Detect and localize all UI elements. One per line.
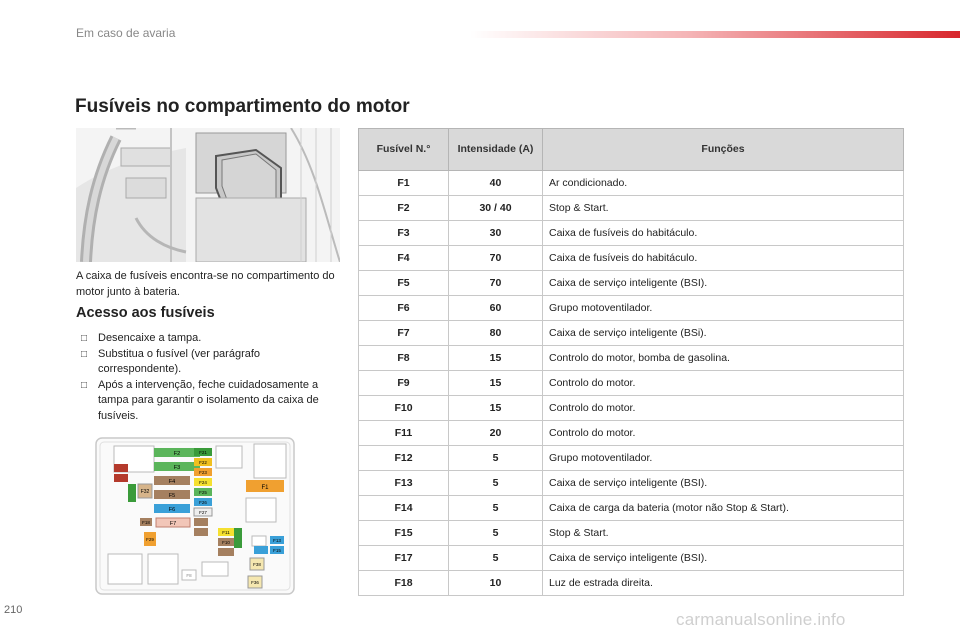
fuse-number-cell: F3 xyxy=(359,221,449,246)
access-step: □ Desencaixe a tampa. xyxy=(81,331,343,347)
amperage-cell: 70 xyxy=(449,271,543,296)
table-row xyxy=(359,271,904,296)
table-row xyxy=(359,246,904,271)
fuse-number-cell: F8 xyxy=(359,346,449,371)
watermark-text: carmanualsonline.info xyxy=(676,610,846,629)
page-title: Fusíveis no compartimento do motor xyxy=(75,96,410,117)
amperage-cell: 5 xyxy=(449,496,543,521)
table-row xyxy=(359,346,904,371)
fuse-number-cell: F14 xyxy=(359,496,449,521)
function-cell: Controlo do motor, bomba de gasolina. xyxy=(543,346,904,371)
header-fuse-number: Fusível N.° xyxy=(359,129,449,171)
diagram-label: F11 xyxy=(222,530,230,535)
header-amperage: Intensidade (A) xyxy=(449,129,543,171)
function-cell: Caixa de serviço inteligente (BSI). xyxy=(543,546,904,571)
diagram-label: F3 xyxy=(173,465,181,471)
fuse-number-cell: F2 xyxy=(359,196,449,221)
table-row xyxy=(359,396,904,421)
table-row xyxy=(359,446,904,471)
table-row xyxy=(359,521,904,546)
fuse-box-diagram xyxy=(94,436,296,596)
fuse-number-cell: F18 xyxy=(359,571,449,596)
fuse-number-cell: F7 xyxy=(359,321,449,346)
amperage-cell: 5 xyxy=(449,471,543,496)
access-step: □ Após a intervenção, feche cuidadosamente a tampa para garantir o isolamento da caixa de fusíveis. xyxy=(81,378,319,422)
fuse-number-cell: F9 xyxy=(359,371,449,396)
amperage-cell: 60 xyxy=(449,296,543,321)
table-row xyxy=(359,371,904,396)
engine-compartment-photo xyxy=(76,128,340,262)
diagram-label: F2 xyxy=(173,451,181,457)
diagram-label: F26 xyxy=(199,500,207,505)
amperage-cell: 40 xyxy=(449,171,543,196)
diagram-label: F23 xyxy=(199,470,207,475)
function-cell: Caixa de carga da bateria (motor não Stop & Start). xyxy=(543,496,904,521)
function-cell: Controlo do motor. xyxy=(543,371,904,396)
diagram-label: F29 xyxy=(146,537,154,542)
function-cell: Ar condicionado. xyxy=(543,171,904,196)
amperage-cell: 5 xyxy=(449,546,543,571)
amperage-cell: 15 xyxy=(449,396,543,421)
diagram-label: F24 xyxy=(199,480,207,485)
amperage-cell: 5 xyxy=(449,446,543,471)
function-cell: Grupo motoventilador. xyxy=(543,296,904,321)
access-section-title: Acesso aos fusíveis xyxy=(76,305,215,321)
bullet-icon: □ xyxy=(81,379,88,391)
fuse-number-cell: F6 xyxy=(359,296,449,321)
table-row xyxy=(359,196,904,221)
table-row xyxy=(359,471,904,496)
table-row xyxy=(359,321,904,346)
amperage-cell: 15 xyxy=(449,346,543,371)
function-cell: Caixa de serviço inteligente (BSI). xyxy=(543,271,904,296)
header-functions: Funções xyxy=(543,129,904,171)
access-steps-list xyxy=(81,331,343,424)
diagram-label: F6 xyxy=(168,507,176,513)
function-cell: Controlo do motor. xyxy=(543,421,904,446)
fuse-table xyxy=(358,128,904,596)
diagram-label: F22 xyxy=(199,460,207,465)
diagram-label: F1 xyxy=(261,485,269,491)
diagram-label: F21 xyxy=(199,450,207,455)
amperage-cell: 30 xyxy=(449,221,543,246)
diagram-label: F32 xyxy=(140,489,150,495)
page-number: 210 xyxy=(4,604,23,616)
diagram-label: F27 xyxy=(199,510,207,515)
amperage-cell: 30 / 40 xyxy=(449,196,543,221)
fuse-number-cell: F10 xyxy=(359,396,449,421)
fuse-number-cell: F17 xyxy=(359,546,449,571)
table-row xyxy=(359,546,904,571)
diagram-label: F25 xyxy=(199,490,207,495)
fuse-number-cell: F15 xyxy=(359,521,449,546)
fuse-number-cell: F11 xyxy=(359,421,449,446)
function-cell: Caixa de serviço inteligente (BSI). xyxy=(543,471,904,496)
amperage-cell: 20 xyxy=(449,421,543,446)
fuse-number-cell: F5 xyxy=(359,271,449,296)
function-cell: Luz de estrada direita. xyxy=(543,571,904,596)
fuse-number-cell: F4 xyxy=(359,246,449,271)
header-accent-bar xyxy=(470,31,960,38)
table-row xyxy=(359,496,904,521)
diagram-label: F4 xyxy=(168,479,176,485)
amperage-cell: 80 xyxy=(449,321,543,346)
function-cell: Caixa de serviço inteligente (BSi). xyxy=(543,321,904,346)
table-row xyxy=(359,221,904,246)
function-cell: Stop & Start. xyxy=(543,196,904,221)
function-cell: Controlo do motor. xyxy=(543,396,904,421)
amperage-cell: 5 xyxy=(449,521,543,546)
fuse-number-cell: F1 xyxy=(359,171,449,196)
function-cell: Stop & Start. xyxy=(543,521,904,546)
fuse-table-header-row xyxy=(359,129,904,171)
amperage-cell: 70 xyxy=(449,246,543,271)
function-cell: Caixa de fusíveis do habitáculo. xyxy=(543,246,904,271)
fuse-number-cell: F13 xyxy=(359,471,449,496)
access-step: □ Substitua o fusível (ver parágrafo correspondente). xyxy=(81,347,261,375)
bullet-icon: □ xyxy=(81,348,88,360)
table-row xyxy=(359,296,904,321)
fuse-number-cell: F12 xyxy=(359,446,449,471)
table-row xyxy=(359,421,904,446)
function-cell: Grupo motoventilador. xyxy=(543,446,904,471)
amperage-cell: 15 xyxy=(449,371,543,396)
intro-text: A caixa de fusíveis encontra-se no compartimento do motor junto à bateria. xyxy=(76,270,335,298)
diagram-label: F15 xyxy=(273,548,281,553)
diagram-label: F38 xyxy=(253,562,261,567)
table-row xyxy=(359,571,904,596)
page-header-title: Em caso de avaria xyxy=(76,26,176,40)
diagram-label: F13 xyxy=(273,538,281,543)
diagram-label: F10 xyxy=(222,540,230,545)
diagram-label: F8 xyxy=(186,573,192,578)
bullet-icon: □ xyxy=(81,333,88,344)
table-row xyxy=(359,171,904,196)
diagram-label: F18 xyxy=(142,520,150,525)
diagram-label: F36 xyxy=(251,580,259,585)
amperage-cell: 10 xyxy=(449,571,543,596)
diagram-label: F7 xyxy=(169,521,177,527)
function-cell: Caixa de fusíveis do habitáculo. xyxy=(543,221,904,246)
diagram-label: F5 xyxy=(168,493,176,499)
